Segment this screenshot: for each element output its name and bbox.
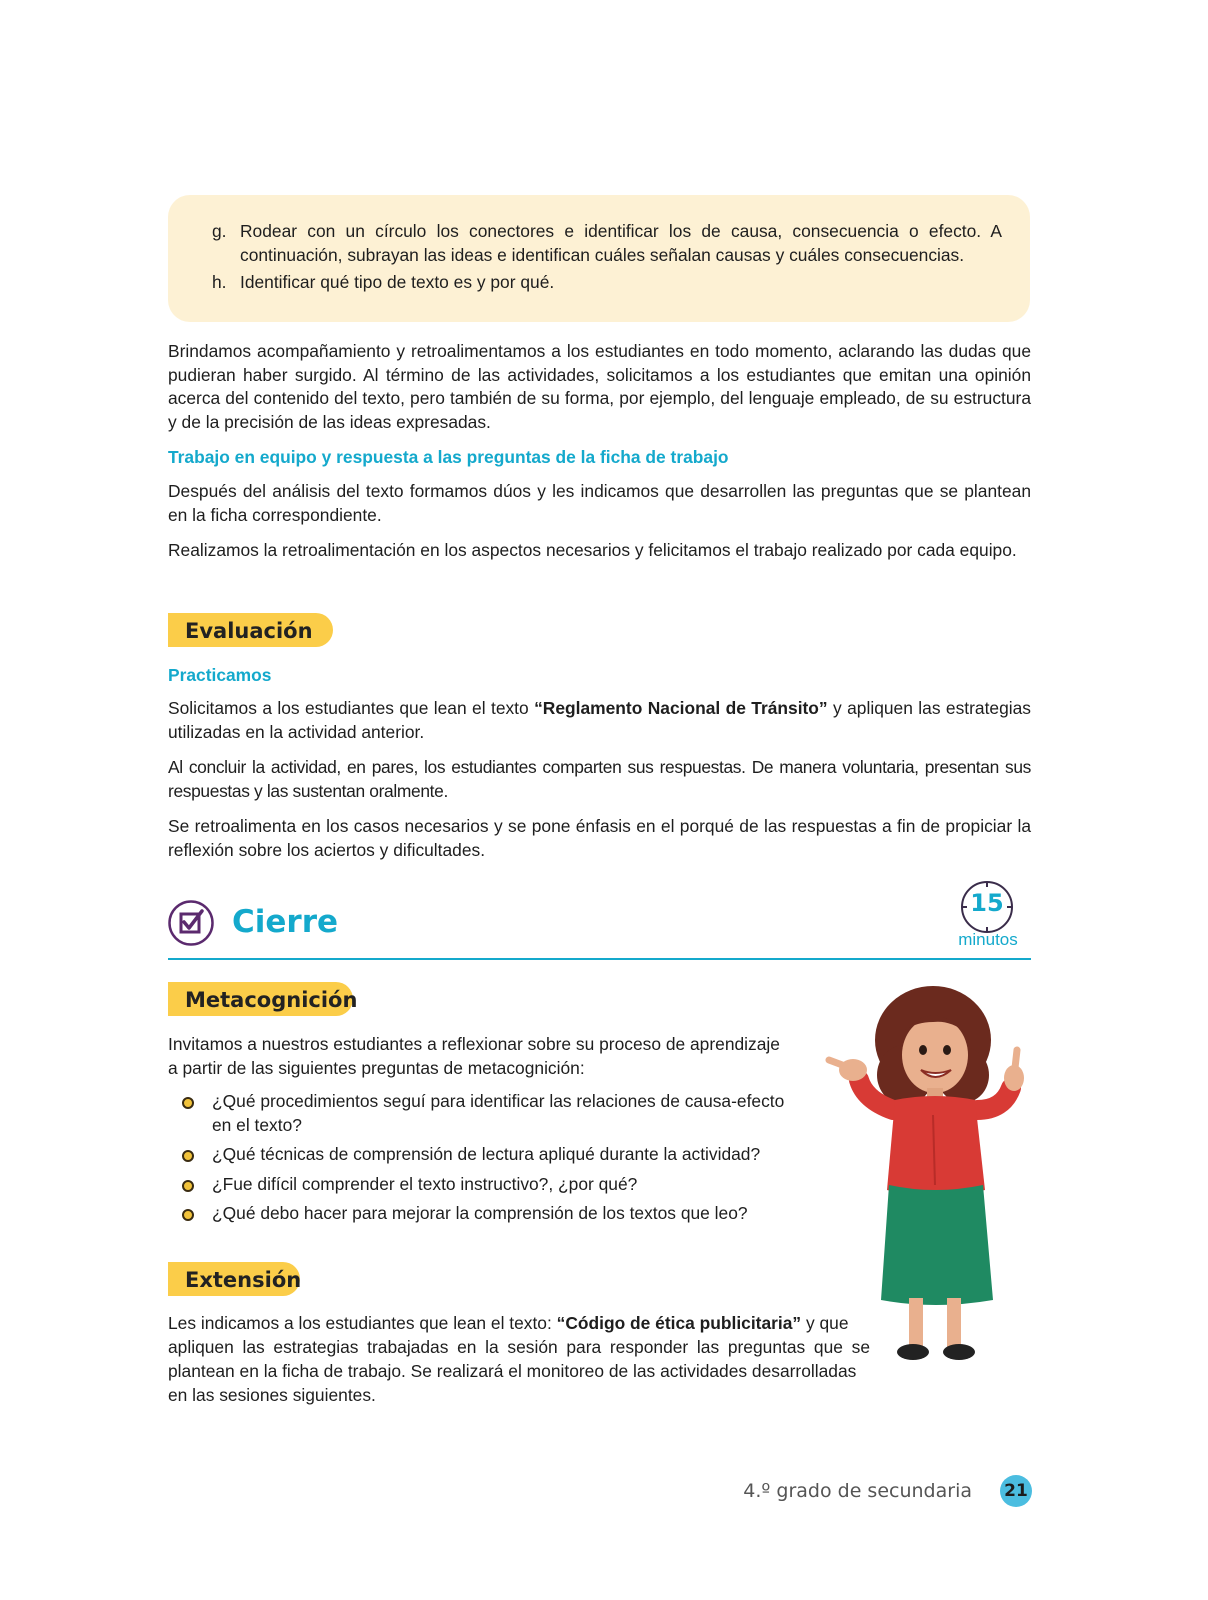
reading-title: “Código de ética publicitaria”: [556, 1313, 802, 1333]
text-run: Les indicamos a los estudiantes que lean el texto:: [168, 1313, 557, 1333]
question-line: ¿Qué procedimientos seguí para identificar las relaciones de causa-efecto: [212, 1091, 785, 1111]
evaluacion-paragraph-3: Se retroalimenta en los casos necesarios y se pone énfasis en el porqué de las respuestas a fin de propiciar la reflexión sobre los aciertos y dificultades.: [168, 816, 1031, 860]
question-line: en el texto?: [212, 1115, 302, 1135]
bullet-icon: [182, 1209, 194, 1221]
evaluacion-tab: Evaluación: [168, 613, 333, 647]
metacognicion-tab: Metacognición: [168, 982, 353, 1016]
section-divider: [168, 958, 1031, 960]
metacognicion-intro-line: a partir de las siguientes preguntas de metacognición:: [168, 1058, 585, 1078]
cierre-title: Cierre: [232, 904, 339, 940]
teamwork-paragraph-1: Después del análisis del texto formamos dúos y les indicamos que desarrollen las preguntas que se plantean en la ficha correspondiente.: [168, 481, 1031, 525]
reading-title: “Reglamento Nacional de Tránsito”: [534, 698, 828, 718]
list-letter: g.: [212, 221, 227, 241]
extension-line: plantean en la ficha de trabajo. Se realizará el monitoreo de las actividades desarrolladas: [168, 1361, 857, 1381]
evaluacion-paragraph-2: Al concluir la actividad, en pares, los estudiantes comparten sus respuestas. De manera voluntaria, presentan sus respuestas y las sustentan oralmente.: [168, 757, 1031, 801]
footer-grade: 4.º grado de secundaria: [743, 1480, 972, 1502]
metacognicion-intro-line: Invitamos a nuestros estudiantes a reflexionar sobre su proceso de aprendizaje: [168, 1034, 780, 1054]
bullet-icon: [182, 1150, 194, 1162]
teamwork-paragraph-2: Realizamos la retroalimentación en los aspectos necesarios y felicitamos el trabajo realizado por cada equipo.: [168, 540, 1017, 560]
question-line: ¿Qué técnicas de comprensión de lectura apliqué durante la actividad?: [212, 1144, 761, 1164]
question-line: ¿Qué debo hacer para mejorar la comprensión de los textos que leo?: [212, 1203, 748, 1223]
question-line: ¿Fue difícil comprender el texto instructivo?, ¿por qué?: [212, 1174, 638, 1194]
list-text-line: Rodear con un círculo los conectores e identificar los de causa, consecuencia o efecto. A: [240, 221, 1002, 241]
extension-tab: Extensión: [168, 1262, 300, 1296]
list-text-line: continuación, subrayan las ideas e identifican cuáles señalan causas y cuáles consecuencias.: [240, 244, 965, 265]
text-run: y que: [801, 1313, 849, 1333]
practicamos-heading: Practicamos: [168, 665, 272, 685]
list-item: [212, 220, 1002, 268]
teamwork-heading: Trabajo en equipo y respuesta a las preguntas de la ficha de trabajo: [168, 447, 729, 467]
list-text-line: Identificar qué tipo de texto es y por qué.: [240, 272, 555, 292]
timer-unit: minutos: [958, 930, 1018, 949]
extension-line: [168, 1312, 849, 1336]
page-number: 21: [1000, 1475, 1032, 1507]
extension-line: en las sesiones siguientes.: [168, 1385, 376, 1405]
checkbox-icon: [168, 900, 214, 946]
evaluacion-paragraph-1: [168, 697, 1031, 744]
extension-line: apliquen las estrategias trabajadas en la sesión para responder las preguntas que se: [168, 1337, 870, 1357]
list-letter: h.: [212, 272, 227, 292]
timer-value: 15: [970, 889, 1004, 917]
text-run: y apliquen las estrategias utilizadas en la actividad anterior.: [168, 698, 1031, 742]
teacher-illustration: [825, 980, 1045, 1380]
list-item: [212, 271, 1002, 295]
text-run: Solicitamos a los estudiantes que lean el texto: [168, 698, 535, 718]
bullet-icon: [182, 1097, 194, 1109]
bullet-icon: [182, 1180, 194, 1192]
intro-paragraph: Brindamos acompañamiento y retroalimentamos a los estudiantes en todo momento, aclarando las dudas que pudieran haber surgido. Al término de las actividades, solicitamos a los estudiantes que emitan una opinión acerca del contenido del texto, pero también de su forma, por ejemplo, del lenguaje empleado, de su estructura y de la precisión de las ideas expresadas.: [168, 341, 1031, 432]
